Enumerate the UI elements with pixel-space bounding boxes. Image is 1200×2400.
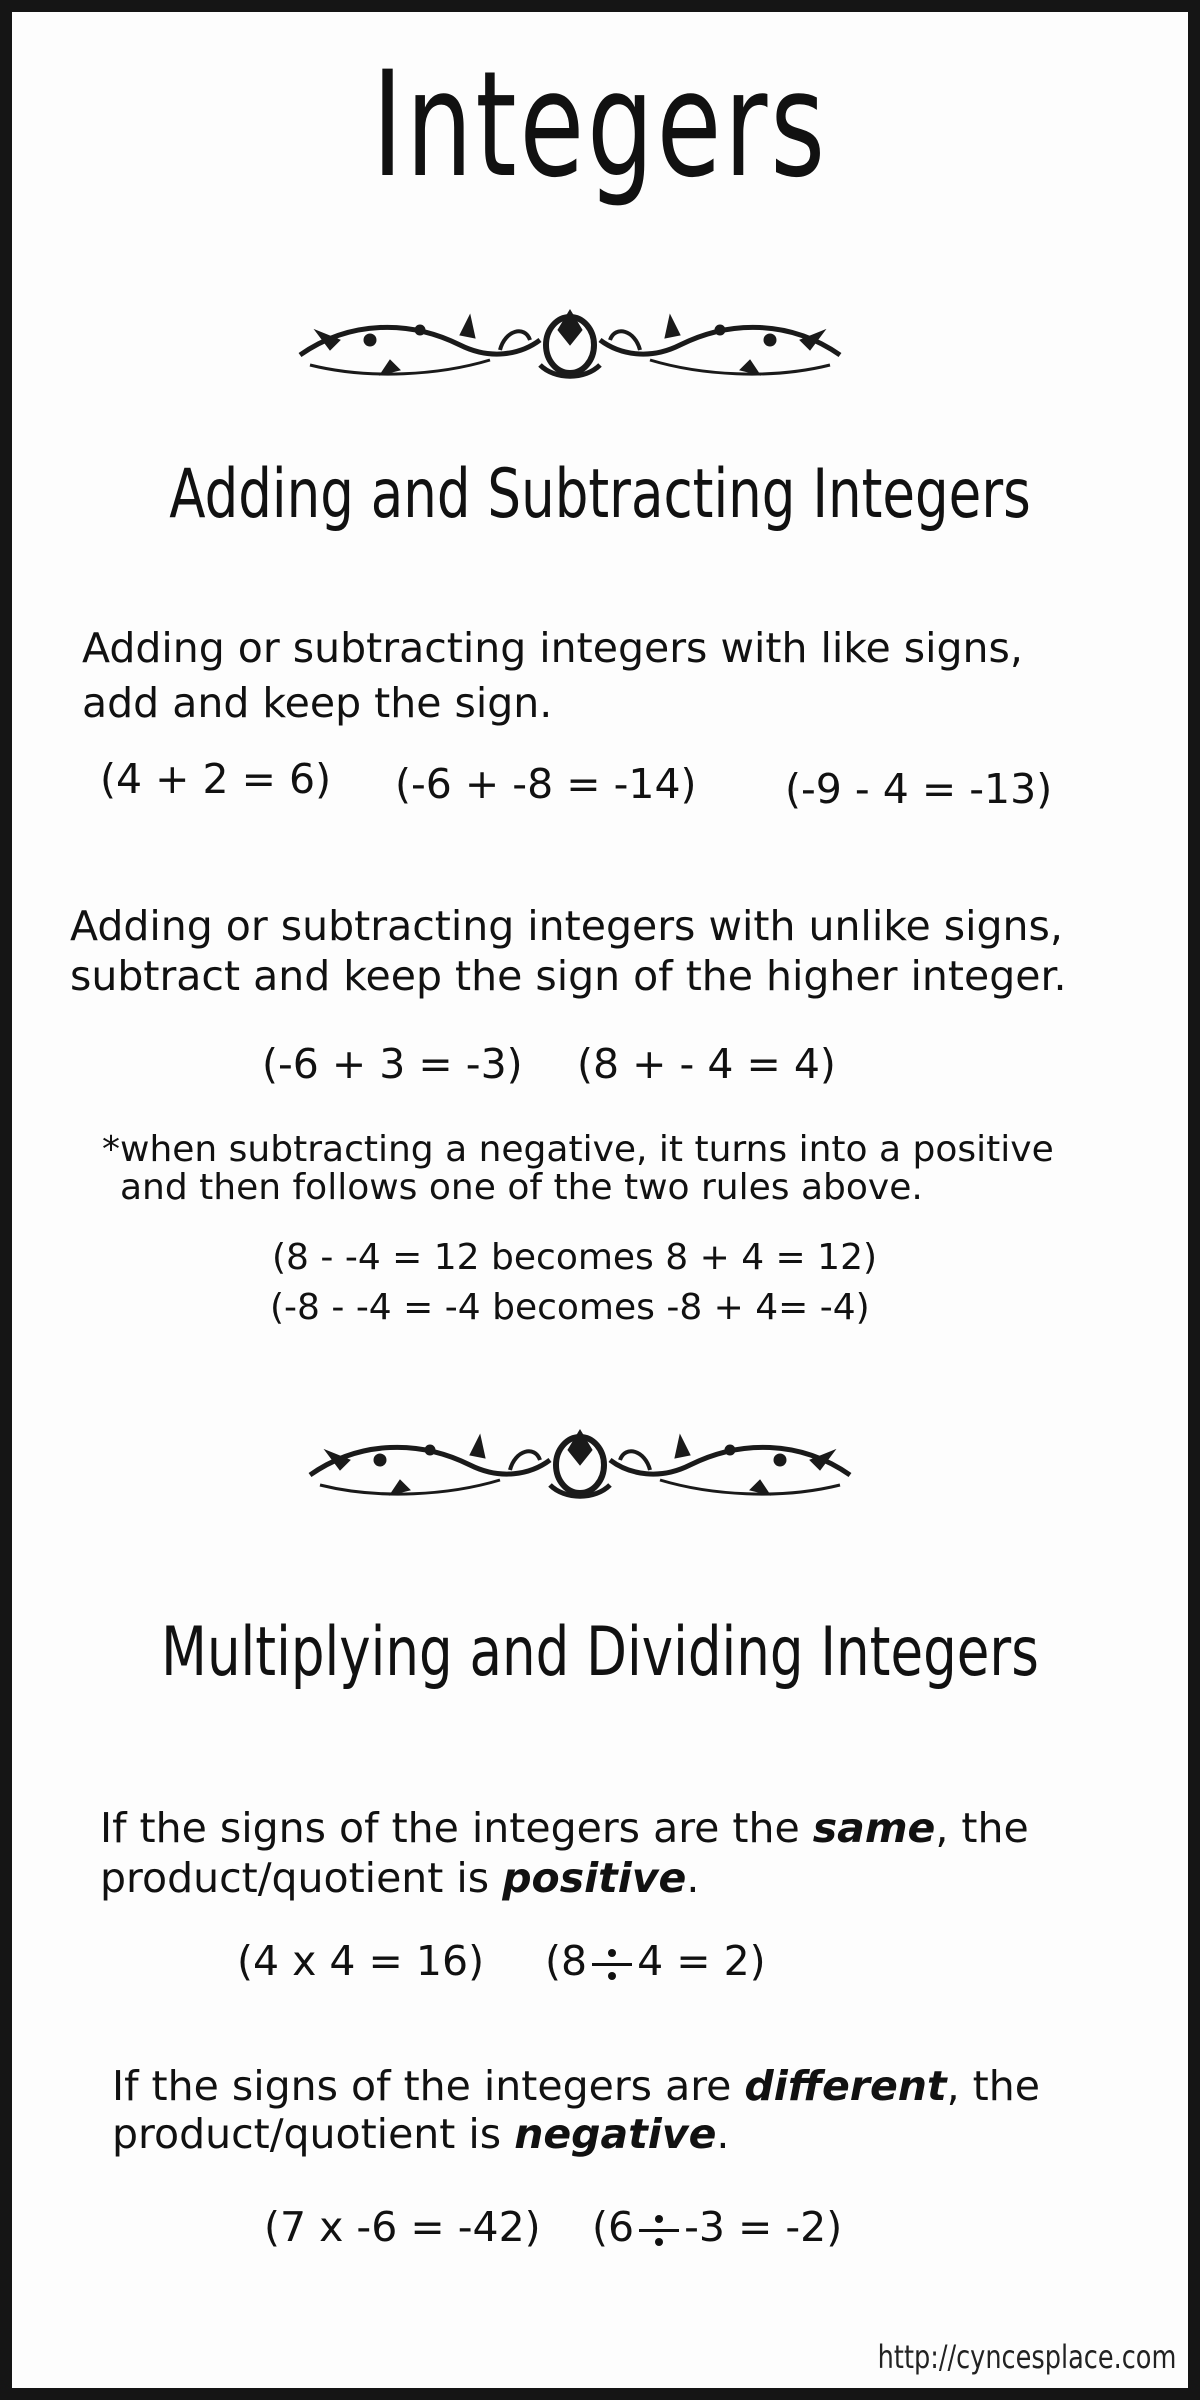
flourish-ornament-top: [290, 300, 850, 390]
example-like-signs-1: (4 + 2 = 6): [100, 755, 332, 803]
example-same-multiply: (4 x 4 = 16): [237, 1937, 485, 1985]
division-sign-icon: [587, 1944, 637, 1984]
example-like-signs-2: (-6 + -8 = -14): [395, 760, 697, 808]
emphasis-different: different: [744, 2062, 947, 2110]
page-title: Integers: [372, 40, 828, 210]
example-unlike-signs-2: (8 + - 4 = 4): [577, 1040, 836, 1088]
example-unlike-signs-1: (-6 + 3 = -3): [262, 1040, 523, 1088]
example-like-signs-3: (-9 - 4 = -13): [785, 765, 1053, 813]
emphasis-same: same: [812, 1804, 936, 1852]
rule-unlike-signs-line1: Adding or subtracting integers with unlike signs,: [70, 902, 1063, 950]
emphasis-negative: negative: [514, 2110, 717, 2158]
rule-same-signs-line2: product/quotient is positive.: [100, 1854, 700, 1902]
example-different-divide: (6 -3 = -2): [592, 2203, 843, 2251]
rule-same-signs-line1: If the signs of the integers are the same, the: [100, 1804, 1029, 1852]
section-heading-add-subtract: Adding and Subtracting Integers: [169, 455, 1031, 534]
section-heading-multiply-divide: Multiplying and Dividing Integers: [161, 1613, 1039, 1692]
example-different-multiply: (7 x -6 = -42): [264, 2203, 541, 2251]
note-example-2: (-8 - -4 = -4 becomes -8 + 4= -4): [270, 1287, 870, 1328]
rule-like-signs-line2: add and keep the sign.: [82, 679, 553, 727]
rule-like-signs-line1: Adding or subtracting integers with like signs,: [82, 624, 1023, 672]
note-line1: *when subtracting a negative, it turns into a positive: [102, 1129, 1054, 1170]
note-example-1: (8 - -4 = 12 becomes 8 + 4 = 12): [272, 1237, 878, 1278]
division-sign-icon: [634, 2210, 684, 2250]
flourish-ornament-middle: [300, 1420, 860, 1510]
example-same-divide: (8 4 = 2): [545, 1937, 766, 1985]
footer-url: http://cyncesplace.com: [877, 2338, 1176, 2376]
note-line2: and then follows one of the two rules above.: [120, 1167, 923, 1208]
rule-different-signs-line2: product/quotient is negative.: [112, 2110, 730, 2158]
emphasis-positive: positive: [502, 1854, 687, 1902]
rule-different-signs-line1: If the signs of the integers are different, the: [112, 2062, 1040, 2110]
rule-unlike-signs-line2: subtract and keep the sign of the higher integer.: [70, 952, 1067, 1000]
